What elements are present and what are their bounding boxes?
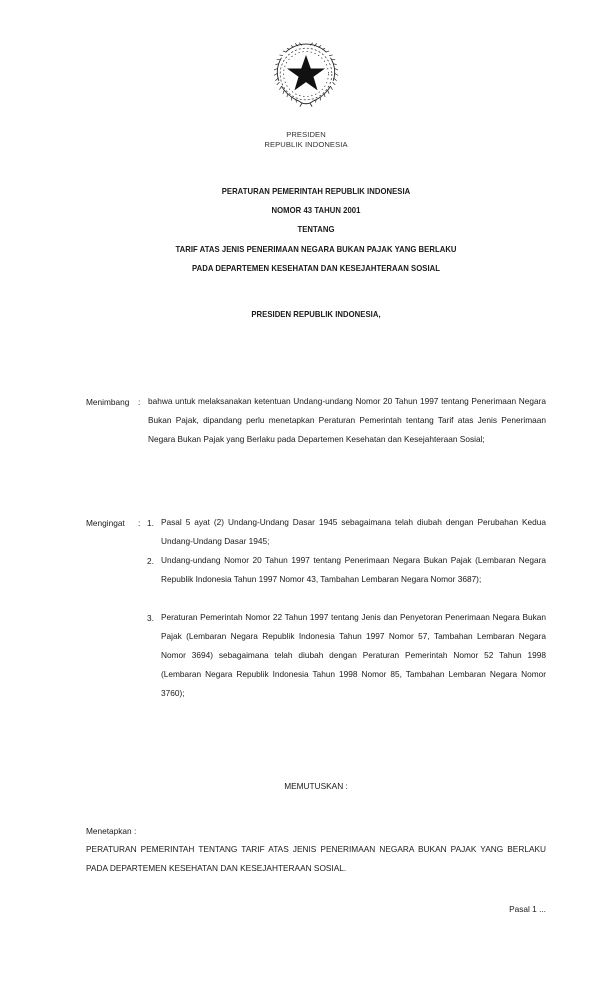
menetapkan-label: Menetapkan :	[86, 826, 137, 836]
list-text: Pasal 5 ayat (2) Undang-Undang Dasar 1945 sebagaimana telah diubah dengan Perubahan Kedua Undang-Undang Dasar 1945;	[161, 517, 546, 547]
mengingat-item-1	[147, 513, 546, 551]
list-text: Peraturan Pemerintah Nomor 22 Tahun 1997 tentang Jenis dan Penyetoran Penerimaan Negara Bukan Pajak (Lembaran Negara Republik Indonesia Tahun 1997 Nomor 57, Tambahan Lembaran Negara Nomor 3694) sebagaimana telah diubah dengan Peraturan Pemerintah Nomor 52 Tahun 1998 (Lembaran Negara Republik Indonesia Tahun 1998 Nomor 85, Tambahan Lembaran Negara Nomor 3760);	[161, 612, 546, 699]
title-line-3: TENTANG	[297, 224, 335, 235]
title-line-2: NOMOR 43 TAHUN 2001	[271, 205, 361, 216]
title-line-1: PERATURAN PEMERINTAH REPUBLIK INDONESIA	[221, 186, 411, 196]
menimbang-section	[86, 395, 546, 475]
list-number: 3.	[147, 613, 154, 623]
title-line-4: TARIF ATAS JENIS PENERIMAAN NEGARA BUKAN PAJAK YANG BERLAKU	[175, 243, 457, 254]
list-number: 2.	[147, 556, 154, 566]
mengingat-section	[86, 516, 546, 746]
president-line: PRESIDEN REPUBLIK INDONESIA,	[251, 309, 381, 319]
mengingat-colon: :	[138, 518, 141, 528]
regulation-title	[86, 182, 546, 278]
president-heading	[86, 305, 546, 324]
mengingat-item-2	[147, 551, 546, 589]
title-line-5: PADA DEPARTEMEN KESEHATAN DAN KESEJAHTERAAN SOSIAL	[191, 262, 441, 273]
memutuskan-heading: MEMUTUSKAN :	[284, 781, 348, 791]
mengingat-item-3	[147, 608, 546, 703]
emblem-caption-republik: REPUBLIK INDONESIA	[264, 139, 348, 149]
mengingat-label: Mengingat	[86, 518, 125, 528]
list-number: 1.	[147, 518, 154, 528]
presidential-emblem-icon	[272, 40, 340, 108]
menetapkan-text: PERATURAN PEMERINTAH TENTANG TARIF ATAS JENIS PENERIMAAN NEGARA BUKAN PAJAK YANG BERLAKU PADA DEPARTEMEN KESEHATAN DAN KESEJAHTERAAN SOSIAL.	[86, 844, 546, 874]
emblem-caption-presiden: PRESIDEN	[286, 130, 326, 139]
menimbang-label: Menimbang	[86, 397, 130, 407]
menimbang-text: bahwa untuk melaksanakan ketentuan Undang-undang Nomor 20 Tahun 1997 tentang Penerimaan Negara Bukan Pajak, dipandang perlu menetapkan Peraturan Pemerintah tentang Tarif atas Jenis Penerimaan Negara Bukan Pajak yang Berlaku pada Departemen Kesehatan dan Kesejahteraan Sosial;	[148, 396, 546, 445]
page-continuation: Pasal 1 ...	[509, 904, 546, 914]
list-text: Undang-undang Nomor 20 Tahun 1997 tentang Penerimaan Negara Bukan Pajak (Lembaran Negara Republik Indonesia Tahun 1997 Nomor 43, Tambahan Lembaran Negara Nomor 3687);	[161, 555, 546, 585]
menimbang-colon: :	[138, 397, 141, 407]
